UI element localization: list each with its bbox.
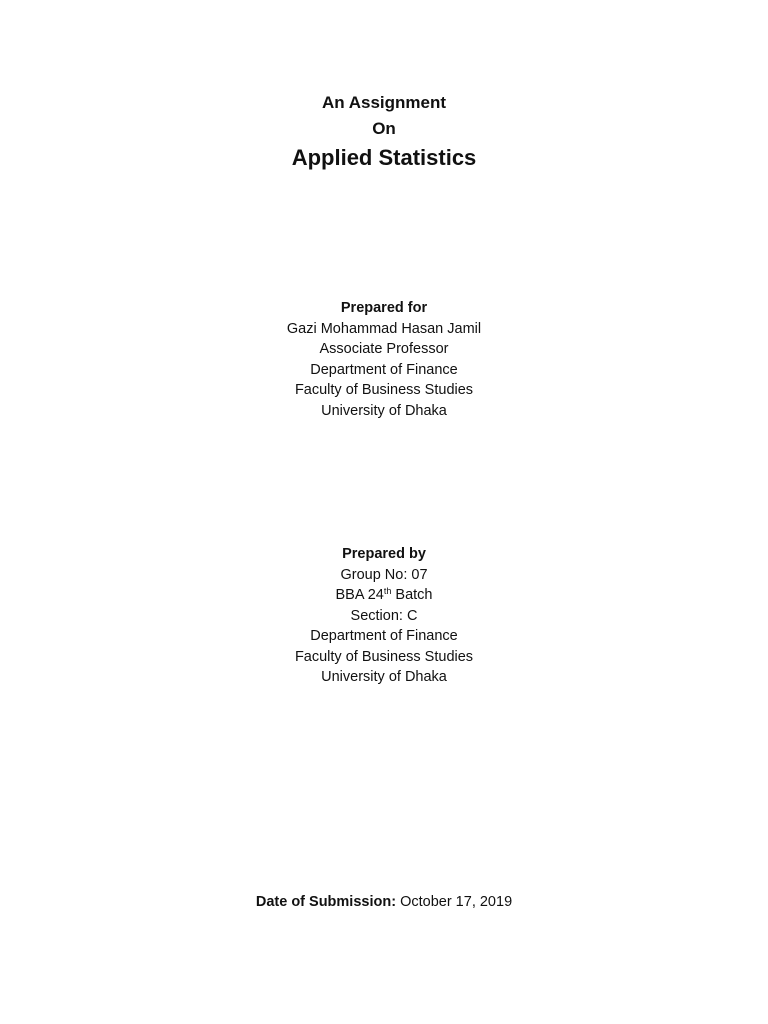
recipient-name: Gazi Mohammad Hasan Jamil [286,320,482,337]
prepared-by-heading: Prepared by [342,546,426,562]
title-line-assignment: An Assignment [321,93,447,112]
batch-ordinal-suffix: th [383,586,392,596]
group-number: Group No: 07 [340,566,428,583]
prepared-for-section [0,298,768,421]
batch-prefix: BBA 24 [335,587,384,603]
batch [0,585,768,606]
recipient-department: Department of Finance [310,361,458,378]
title-line-on: On [372,119,396,138]
section-name: Section: C [350,607,418,624]
page-title: Applied Statistics [291,145,477,170]
submission-date: October 17, 2019 [400,894,513,910]
submission-date-line [0,892,768,912]
submission-label: Date of Submission: [255,894,397,910]
author-faculty: Faculty of Business Studies [294,648,474,665]
recipient-faculty: Faculty of Business Studies [294,382,474,398]
recipient-designation: Associate Professor [319,341,449,357]
batch-rest: Batch [391,587,433,603]
prepared-by-section [0,544,768,688]
author-department: Department of Finance [310,628,458,644]
author-university: University of Dhaka [321,669,447,685]
recipient-university: University of Dhaka [321,402,447,419]
prepared-for-heading: Prepared for [340,300,428,316]
